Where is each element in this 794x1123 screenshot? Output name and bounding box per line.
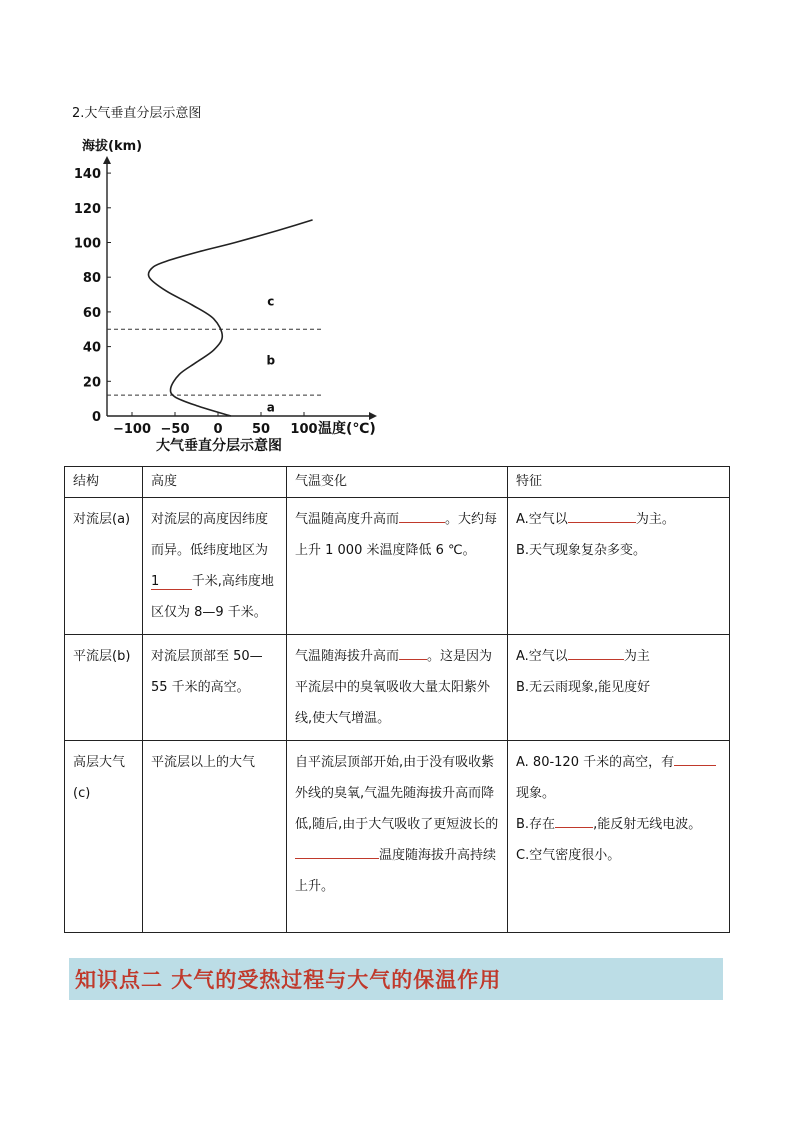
fill-blank[interactable] (568, 508, 636, 523)
x-tick-label: −100 (112, 422, 152, 437)
fill-blank[interactable] (399, 508, 445, 523)
cell-height: 平流层以上的大气 (143, 741, 287, 933)
y-tick-label: 60 (82, 305, 101, 321)
cell-height (143, 498, 287, 635)
feature-text: A. 80-120 千米的高空，有 (516, 755, 675, 770)
feature-text: A.空气以 (516, 649, 568, 664)
fill-blank[interactable] (568, 645, 624, 660)
y-axis-label: 海拔(km) (82, 139, 143, 154)
y-tick-label: 20 (82, 375, 101, 391)
chart-ticks (74, 167, 318, 437)
table-row-upper-atmosphere (65, 741, 730, 933)
x-tick-label: 0 (213, 422, 223, 437)
cell-height: 对流层顶部至 50—55 千米的高空。 (143, 635, 287, 741)
x-axis-arrow (369, 412, 377, 420)
cell-temp-change (287, 741, 508, 933)
knowledge-point-banner (69, 958, 723, 1000)
feature-text: B.天气现象复杂多变。 (516, 543, 647, 558)
feature-text: C.空气密度很小。 (516, 848, 621, 863)
y-tick-label: 40 (82, 340, 101, 356)
cell-structure: 高层大气(c) (65, 741, 143, 933)
table-row-stratosphere (65, 635, 730, 741)
feature-text: 现象。 (516, 786, 556, 801)
fill-blank[interactable] (151, 574, 192, 590)
y-tick-label: 120 (73, 201, 101, 217)
height-text: 千米,高纬度地区仅为 8—9 千米。 (151, 574, 274, 620)
temp-text: 气温随高度升高而 (295, 512, 400, 527)
feature-text: 为主 (623, 649, 650, 664)
cell-structure: 对流层(a) (65, 498, 143, 635)
layer-labels (267, 294, 276, 414)
height-text: 对流层的高度因纬度而异。低纬度地区为 (151, 512, 269, 558)
x-tick-label: 100 (290, 422, 318, 437)
layer-boundaries (107, 329, 322, 395)
layer-label: b (266, 353, 276, 368)
table-header-row (65, 467, 730, 498)
y-tick-label: 100 (73, 236, 101, 252)
fill-blank[interactable] (295, 844, 379, 859)
header-features: 特征 (508, 467, 730, 498)
temp-text: 温度随海拔升高持续上升。 (295, 848, 497, 894)
x-tick-label: 50 (251, 422, 271, 437)
temperature-curve (148, 220, 312, 416)
feature-text: B.无云雨现象,能见度好 (516, 680, 651, 695)
cell-features (508, 635, 730, 741)
temp-text: 自平流层顶部开始,由于没有吸收紫外线的臭氧,气温先随海拔升高而降低,随后,由于大气吸收了更短波长的 (295, 755, 499, 832)
temp-text: 。这是因为平流层中的臭氧吸收大量太阳紫外线,使大气增温。 (295, 649, 493, 726)
layer-label: a (266, 400, 275, 415)
cell-features (508, 498, 730, 635)
fill-blank-value: 1 (151, 574, 160, 589)
atmosphere-layer-chart (60, 128, 390, 458)
knowledge-point-title: 知识点二 大气的受热过程与大气的保温作用 (75, 967, 502, 992)
cell-temp-change (287, 635, 508, 741)
header-structure: 结构 (65, 467, 143, 498)
cell-structure: 平流层(b) (65, 635, 143, 741)
header-height: 高度 (143, 467, 287, 498)
fill-blank[interactable] (674, 751, 716, 766)
y-axis-arrow (103, 156, 111, 164)
y-tick-label: 140 (73, 167, 101, 183)
feature-text: A.空气以 (516, 512, 568, 527)
cell-features (508, 741, 730, 933)
section-title: 2.大气垂直分层示意图 (72, 106, 202, 121)
feature-text: ,能反射无线电波。 (593, 817, 702, 832)
y-tick-label: 80 (82, 271, 101, 287)
fill-blank[interactable] (399, 645, 427, 660)
temp-text: 。大约每上升 1 000 米温度降低 6 ℃。 (295, 512, 498, 558)
atmosphere-layers-table (64, 466, 730, 933)
chart-title: 大气垂直分层示意图 (156, 438, 282, 454)
x-tick-label: −50 (160, 422, 190, 437)
feature-text: B.存在 (516, 817, 556, 832)
layer-label: c (267, 294, 275, 309)
x-axis-label: 温度(℃) (318, 421, 376, 437)
cell-temp-change (287, 498, 508, 635)
header-temp-change: 气温变化 (287, 467, 508, 498)
feature-text: 为主。 (635, 512, 675, 527)
table-row-troposphere (65, 498, 730, 635)
y-tick-label: 0 (91, 410, 101, 425)
fill-blank[interactable] (555, 813, 593, 828)
chart-axes (103, 156, 377, 420)
temp-text: 气温随海拔升高而 (295, 649, 400, 664)
